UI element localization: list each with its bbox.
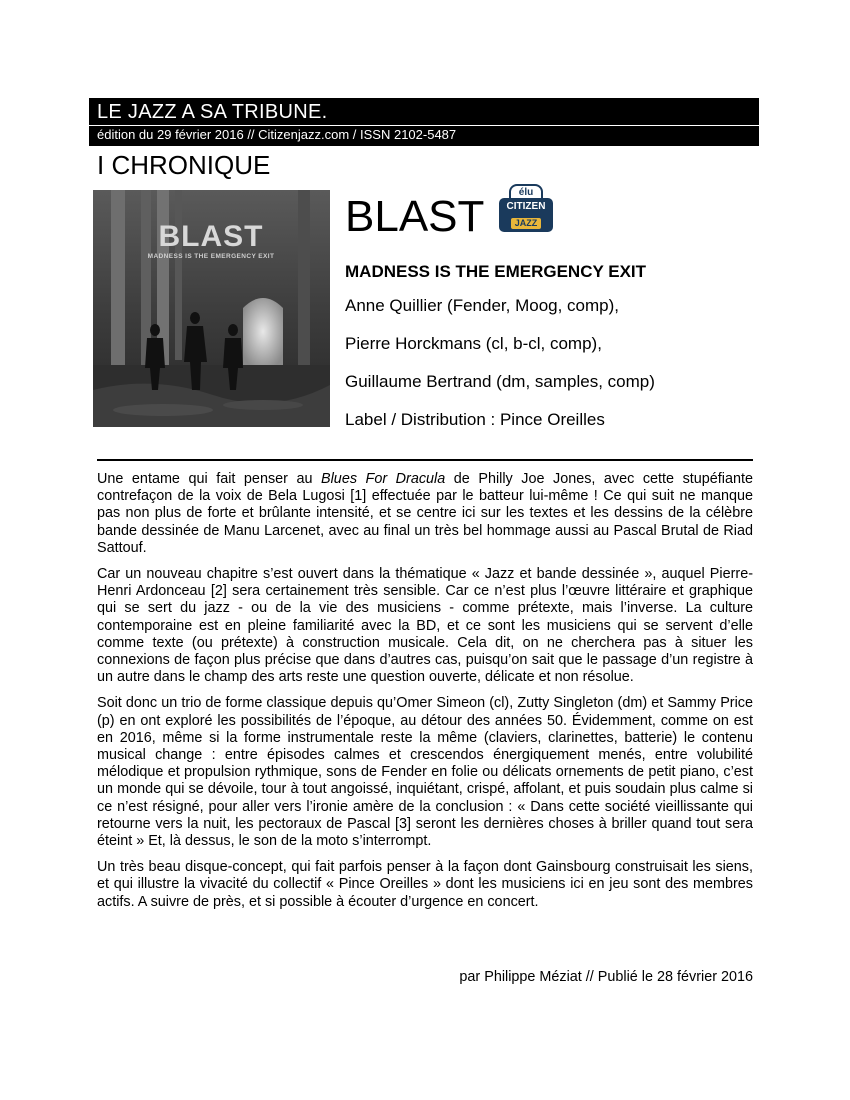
byline: par Philippe Méziat // Publié le 28 février 2016 xyxy=(459,969,753,985)
article-paragraph xyxy=(97,471,753,557)
article-paragraph: Soit donc un trio de forme classique depuis qu’Omer Simeon (cl), Zutty Singleton (dm) et Sammy Price (p) en ont exploré les possibilités de l’époque, au détour des années 50. Évidemment, comme on est en 2016, même si la forme instrumentale reste la même (claviers, clarinettes, batterie) le contenu musical change : entre épisodes calmes et crescendos énergiquement menés, entre volubilité mélodique et propulsion rythmique, sons de Fender en folie ou délicats ornements de petit piano, c’est un monde qui se dévoile, tour à tout angoissé, inquiétant, crispé, affolant, et puis soudain plus calme si ce n’est résigné, pour aller vers l’ironie amère de la conclusion : « Dans cette société vieillissante qui retourne vers la nuit, les pectoraux de Pascal [3] seront les dernières choses à briller quand tout sera éteint » Et, là dessus, le son de la moto s’interrompt. xyxy=(97,695,753,850)
album-subtitle: MADNESS IS THE EMERGENCY EXIT xyxy=(345,262,647,281)
article-paragraph: Un très beau disque-concept, qui fait parfois penser à la façon dont Gainsbourg construisait les siens, et qui illustre la vivacité du collectif « Pince Oreilles » dont les musiciens ici en jeu sont des membres actifs. A suivre de près, et si possible à écouter d’urgence en concert. xyxy=(97,859,753,910)
article-paragraph: Car un nouveau chapitre s’est ouvert dans la thématique « Jazz et bande dessinée », auquel Pierre-Henri Ardonceau [2] sera certainement très sensible. Car ce n’est plus l’œuvre littéraire et graphique qui se sert du jazz - ou de la vie des musiciens - comme prétexte, mais l’inverse. La culture contemporaine est en pleine familiarité avec la BD, et ce sont les musiciens qui se servent d’elle comme texte (ou prétexte) à construction musicale. Cela dit, on ne cherchera pas à situer les connexions de façon plus précise que dans d’autres cas, puisqu’on sait que le passage d’un registre à un autre dans le champ des arts reste une question ouverte, délicate et non résolue. xyxy=(97,566,753,686)
paragraph-text: de Philly Joe Jones, avec cette stupéfiante contrefaçon de la voix de Bela Lugosi [1] effectuée par le batteur lui-même ! Ce qui suit ne manque pas non plus de forte et brûlante intensité, et se centre ici sur les textes et les dessins de la célèbre bande dessinée de Manu Larcenet, avec au final un très bel hommage aussi au Pascal Brutal de Riad Sattouf. xyxy=(97,471,754,556)
elu-citizen-jazz-badge-icon xyxy=(497,184,555,234)
section-divider xyxy=(97,459,753,461)
album-cover-image xyxy=(93,190,330,427)
section-label: I CHRONIQUE xyxy=(97,150,271,180)
cover-subtitle: MADNESS IS THE EMERGENCY EXIT xyxy=(147,253,275,260)
paragraph-text: Une entame qui fait penser au xyxy=(97,471,322,487)
header-divider xyxy=(89,125,759,126)
header-bar xyxy=(89,98,759,146)
badge-elu: élu xyxy=(509,184,543,198)
credit-line: Pierre Horckmans (cl, b-cl, comp), xyxy=(345,334,602,353)
header-title: LE JAZZ A SA TRIBUNE. xyxy=(97,101,328,123)
credit-line: Guillaume Bertrand (dm, samples, comp) xyxy=(345,372,655,391)
badge-line1: CITIZEN xyxy=(506,201,546,212)
header-edition: édition du 29 février 2016 // Citizenjazz.com / ISSN 2102-5487 xyxy=(97,127,457,142)
cover-title: BLAST xyxy=(158,220,264,253)
album-title: BLAST xyxy=(345,192,485,241)
article-body xyxy=(97,471,753,920)
credit-line: Anne Quillier (Fender, Moog, comp), xyxy=(345,296,620,315)
badge-box xyxy=(499,198,553,232)
label-distribution: Label / Distribution : Pince Oreilles xyxy=(345,410,605,429)
badge-line2: JAZZ xyxy=(511,218,542,229)
album-reference: Blues For Dracula xyxy=(321,471,446,487)
